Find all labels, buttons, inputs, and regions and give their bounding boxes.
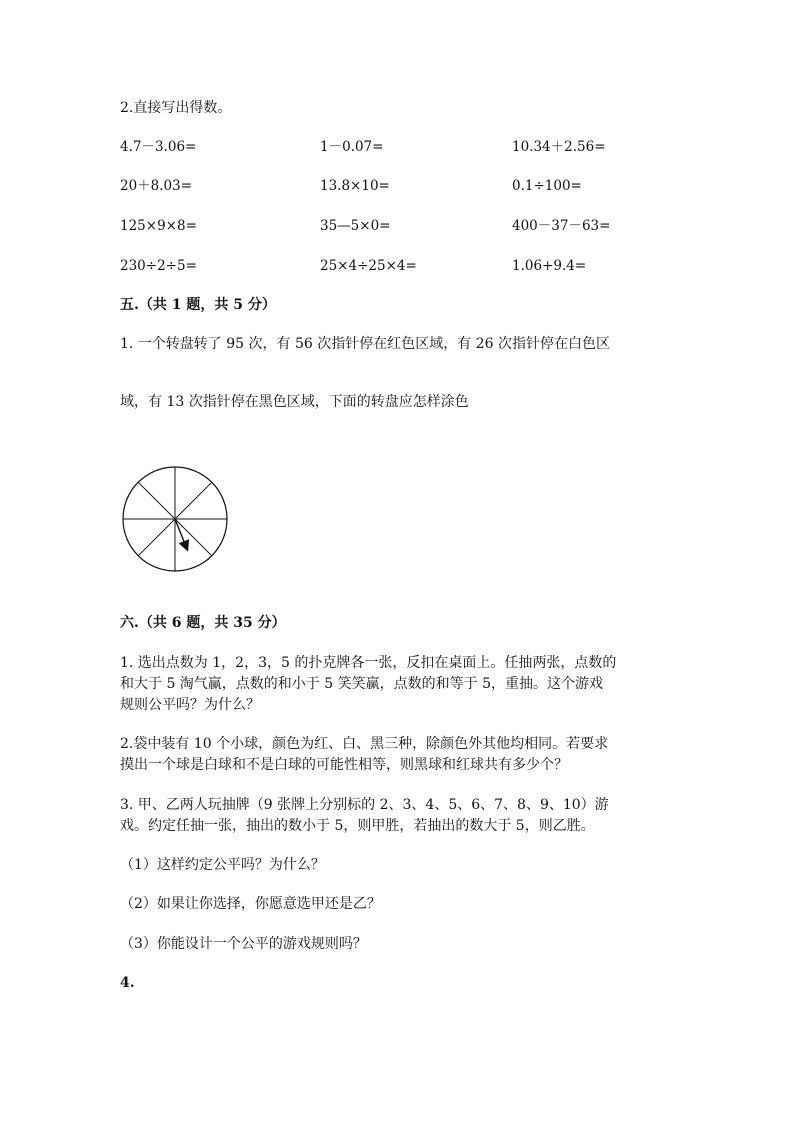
calc-item: 0.1÷100= bbox=[512, 178, 582, 194]
calc-item: 1.06+9.4= bbox=[512, 258, 587, 274]
spinner-diagram bbox=[120, 464, 230, 574]
section-6-question-1-line: 1. 选出点数为 1，2，3，5 的扑克牌各一张，反扣在桌面上。任抽两张，点数的 bbox=[120, 655, 617, 671]
calc-item: 25×4÷25×4= bbox=[320, 258, 417, 274]
question-2-heading: 2.直接写出得数。 bbox=[120, 100, 232, 116]
calc-item: 13.8×10= bbox=[320, 178, 390, 194]
section-6-question-3-line: 戏。约定任抽一张，抽出的数小于 5，则甲胜，若抽出的数大于 5，则乙胜。 bbox=[120, 818, 595, 834]
calc-item: 125×9×8= bbox=[120, 218, 197, 234]
section-6-question-3-sub-1: （1）这样约定公平吗？为什么？ bbox=[120, 857, 325, 873]
calc-item: 230÷2÷5= bbox=[120, 258, 197, 274]
section-6-title: 六.（共 6 题，共 35 分） bbox=[120, 615, 286, 631]
section-6-question-3-line: 3. 甲、乙两人玩抽牌（9 张牌上分别标的 2、3、4、5、6、7、8、9、10）游 bbox=[120, 797, 609, 813]
calc-item: 10.34＋2.56= bbox=[512, 139, 606, 155]
calc-item: 1－0.07= bbox=[320, 139, 384, 155]
section-6-question-3-sub-3: （3）你能设计一个公平的游戏规则吗？ bbox=[120, 936, 367, 952]
section-6-question-3-sub-2: （2）如果让你选择，你愿意选甲还是乙？ bbox=[120, 896, 381, 912]
calc-item: 400－37－63= bbox=[512, 218, 611, 234]
calc-item: 20＋8.03= bbox=[120, 178, 193, 194]
section-6-question-1-line: 规则公平吗？为什么？ bbox=[120, 697, 260, 713]
section-6-question-2-line: 2.袋中装有 10 个小球，颜色为红、白、黑三种，除颜色外其他均相同。若要求 bbox=[120, 736, 609, 752]
section-6-question-4: 4. bbox=[120, 975, 135, 991]
calc-item: 4.7－3.06= bbox=[120, 139, 197, 155]
section-6-question-2-line: 摸出一个球是白球和不是白球的可能性相等，则黑球和红球共有多少个？ bbox=[120, 757, 568, 773]
section-6-question-1-line: 和大于 5 淘气赢，点数的和小于 5 笑笑赢，点数的和等于 5，重抽。这个游戏 bbox=[120, 676, 603, 692]
calc-item: 35—5×0= bbox=[320, 218, 391, 234]
section-5-title: 五.（共 1 题，共 5 分） bbox=[120, 297, 276, 313]
section-5-question-1-line-2: 域，有 13 次指针停在黑色区域，下面的转盘应怎样涂色 bbox=[120, 394, 469, 410]
spinner-pointer-arrow bbox=[175, 519, 187, 549]
section-5-question-1-line-1: 1. 一个转盘转了 95 次，有 56 次指针停在红色区域，有 26 次指针停在白色区 bbox=[120, 336, 610, 352]
